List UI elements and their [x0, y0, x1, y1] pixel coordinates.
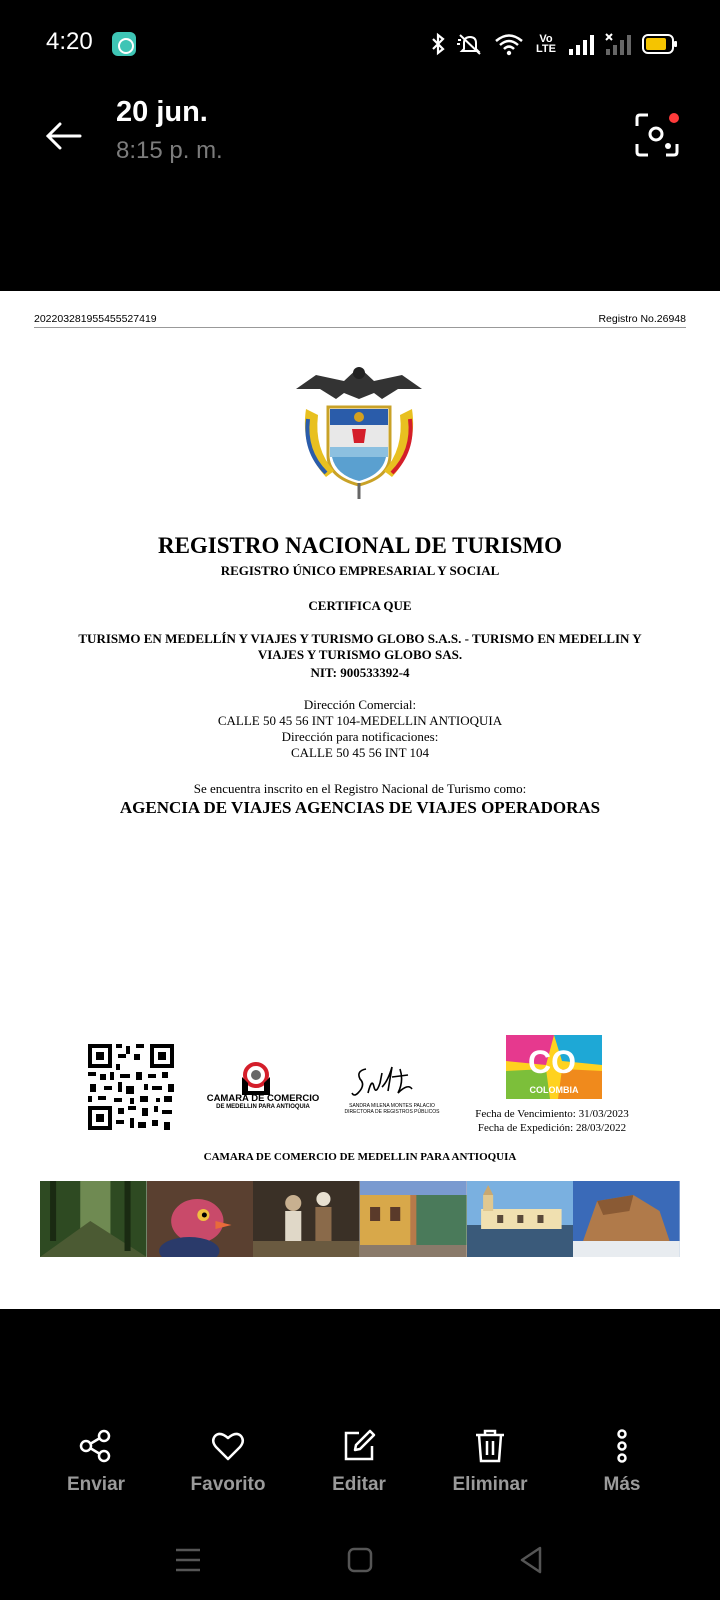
- dancers-photo: [253, 1181, 360, 1257]
- app-notification-icon: [112, 32, 136, 56]
- share-icon: [78, 1428, 114, 1464]
- cathedral-photo: [467, 1181, 574, 1257]
- home-icon[interactable]: [330, 1530, 390, 1590]
- more-vertical-icon: [604, 1428, 640, 1464]
- condor-photo: [147, 1181, 254, 1257]
- qr-code-icon: [86, 1042, 176, 1132]
- share-label: Enviar: [66, 1474, 126, 1495]
- fecha-expedicion: Fecha de Expedición: 28/03/2022: [477, 1122, 627, 1134]
- mute-icon: [456, 32, 484, 56]
- agency-type: AGENCIA DE VIAJES AGENCIAS DE VIAJES OPERADORAS: [119, 798, 601, 817]
- more-label: Más: [603, 1474, 641, 1495]
- svg-text:CO: CO: [528, 1044, 576, 1080]
- document-id: 20220328195545552741​9: [34, 313, 157, 325]
- certificate-document: [0, 291, 720, 1309]
- divider: [34, 327, 686, 328]
- photo-date: 20 jun.: [116, 96, 208, 128]
- trash-icon: [472, 1428, 508, 1464]
- camara-logo-subname: DE MEDELLIN PARA ANTIOQUIA: [216, 1104, 310, 1110]
- direccion-comercial: CALLE 50 45 56 INT 104-MEDELLIN ANTIOQUIA: [217, 713, 503, 728]
- recent-apps-icon[interactable]: [158, 1530, 218, 1590]
- direccion-notificaciones-label: Dirección para notificaciones:: [281, 729, 439, 744]
- document-footer: CAMARA DE COMERCIO DE MEDELLIN PARA ANTIOQUIA: [203, 1151, 517, 1163]
- document-subtitle: REGISTRO ÚNICO EMPRESARIAL Y SOCIAL: [220, 563, 500, 578]
- signal-icon: [568, 32, 594, 56]
- photo-time: 8:15 p. m.: [116, 137, 223, 164]
- company-name: TURISMO EN MEDELLÍN Y VIAJES Y TURISMO GLOBO S.A.S. - TURISMO EN MEDELLIN Y VIAJES Y TURISMO GLOBO SAS.: [78, 631, 642, 662]
- lens-icon[interactable]: [634, 112, 680, 158]
- rock-mountain-photo: [573, 1181, 680, 1257]
- forest-photo: [40, 1181, 147, 1257]
- signal-x-icon: [604, 32, 632, 56]
- direccion-notificaciones: CALLE 50 45 56 INT 104: [290, 745, 430, 760]
- volte-indicator: Vo LTE: [536, 33, 556, 55]
- battery-icon: [642, 32, 678, 56]
- fecha-vencimiento: Fecha de Vencimiento: 31/03/2023: [475, 1108, 629, 1120]
- document-title: REGISTRO NACIONAL DE TURISMO: [157, 533, 563, 558]
- camara-logo-name: CAMARA DE COMERCIO: [206, 1093, 320, 1104]
- camara-comercio-logo-icon: [196, 1061, 330, 1121]
- favorite-button[interactable]: [163, 1420, 293, 1496]
- photo-strip: [40, 1181, 680, 1257]
- more-button[interactable]: [557, 1420, 687, 1496]
- bluetooth-icon: [430, 32, 446, 56]
- status-time: 4:20: [46, 28, 93, 55]
- edit-label: Editar: [332, 1474, 386, 1495]
- delete-label: Eliminar: [452, 1474, 528, 1495]
- edit-icon: [341, 1428, 377, 1464]
- heart-icon: [210, 1428, 246, 1464]
- colombia-coat-of-arms-icon: [286, 359, 432, 505]
- registro-number: Registro No.26948: [598, 313, 686, 325]
- inscrito-text: Se encuentra inscrito en el Registro Nacional de Turismo como:: [193, 781, 527, 796]
- wifi-icon: [494, 32, 524, 56]
- action-bar: [0, 1420, 720, 1500]
- signer-name: SANDRA MILENA MONTES PALACIO: [349, 1103, 435, 1109]
- colombia-logo-text: COLOMBIA: [529, 1085, 579, 1095]
- back-nav-icon[interactable]: [502, 1530, 562, 1590]
- colonial-street-photo: [360, 1181, 467, 1257]
- certifica-heading: CERTIFICA QUE: [308, 598, 412, 613]
- status-icons: [430, 30, 678, 58]
- system-nav-bar: [0, 1530, 720, 1590]
- edit-button[interactable]: [294, 1420, 424, 1496]
- delete-button[interactable]: [425, 1420, 555, 1496]
- favorite-label: Favorito: [190, 1474, 266, 1495]
- company-nit: NIT: 900533392-4: [310, 665, 410, 680]
- signature-icon: [348, 1059, 438, 1099]
- share-button[interactable]: [31, 1420, 161, 1496]
- signer-title: DIRECTORA DE REGISTROS PÚBLICOS: [344, 1109, 440, 1115]
- direccion-comercial-label: Dirección Comercial:: [303, 697, 417, 712]
- status-bar: [0, 0, 720, 80]
- back-arrow-icon[interactable]: [40, 112, 88, 160]
